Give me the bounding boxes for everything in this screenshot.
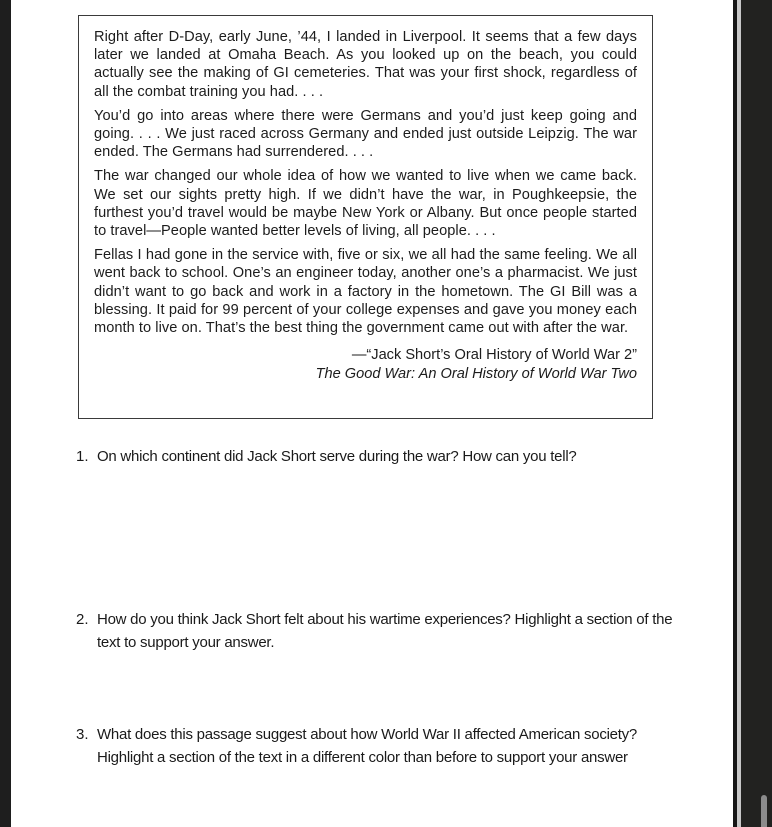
question-number: 3.	[76, 726, 89, 743]
viewer-right-frame	[733, 0, 772, 827]
excerpt-paragraph-2: You’d go into areas where there were Germans and you’d just keep going and going. . . . We just raced across Germany and ended just outside Leipzig. The war ended. The Germans had surrendered. . . .	[94, 107, 637, 161]
excerpt-paragraph-1: Right after D-Day, early June, ’44, I landed in Liverpool. It seems that a few days later we landed at Omaha Beach. As you looked up on the beach, you could actually see the making of GI cemeteries. That was your first shock, regardless of all the combat training you had. . . .	[94, 29, 637, 100]
source-title: The Good War: An Oral History of World War Two	[315, 365, 637, 382]
primary-source-excerpt-box	[78, 15, 653, 419]
attribution-line: —“Jack Short’s Oral History of World War 2”	[351, 347, 637, 364]
question-text: What does this passage suggest about how World War II affected American society? Highlight a section of the text in a different color than before to support your answer	[97, 726, 638, 766]
page-edge-divider	[737, 0, 741, 827]
excerpt-attribution	[94, 346, 637, 383]
excerpt-paragraph-3: The war changed our whole idea of how we wanted to live when we came back. We set our sights pretty high. If we didn’t have the war, in Poughkeepsie, the furthest you’d travel would be maybe New York or Albany. But once people started to travel—People wanted better levels of living, all people. . . .	[94, 168, 637, 240]
question-text: How do you think Jack Short felt about his wartime experiences? Highlight a section of the text to support your answer.	[97, 611, 673, 651]
question-2	[76, 608, 696, 654]
question-number: 1.	[76, 448, 89, 465]
question-3	[76, 723, 696, 769]
viewer-left-frame	[0, 0, 11, 827]
excerpt-paragraph-4: Fellas I had gone in the service with, five or six, we all had the same feeling. We all went back to school. One’s an engineer today, another one’s a pharmacist. We just didn’t want to go back and work in a factory in the hometown. The GI Bill was a blessing. It paid for 99 percent of your college expenses and gave you money each month to live on. That’s the best thing the government came out with after the war.	[94, 247, 637, 337]
question-1	[76, 445, 696, 468]
question-number: 2.	[76, 611, 89, 628]
vertical-scrollbar-thumb[interactable]	[761, 795, 767, 827]
question-text: On which continent did Jack Short serve during the war? How can you tell?	[97, 448, 577, 465]
